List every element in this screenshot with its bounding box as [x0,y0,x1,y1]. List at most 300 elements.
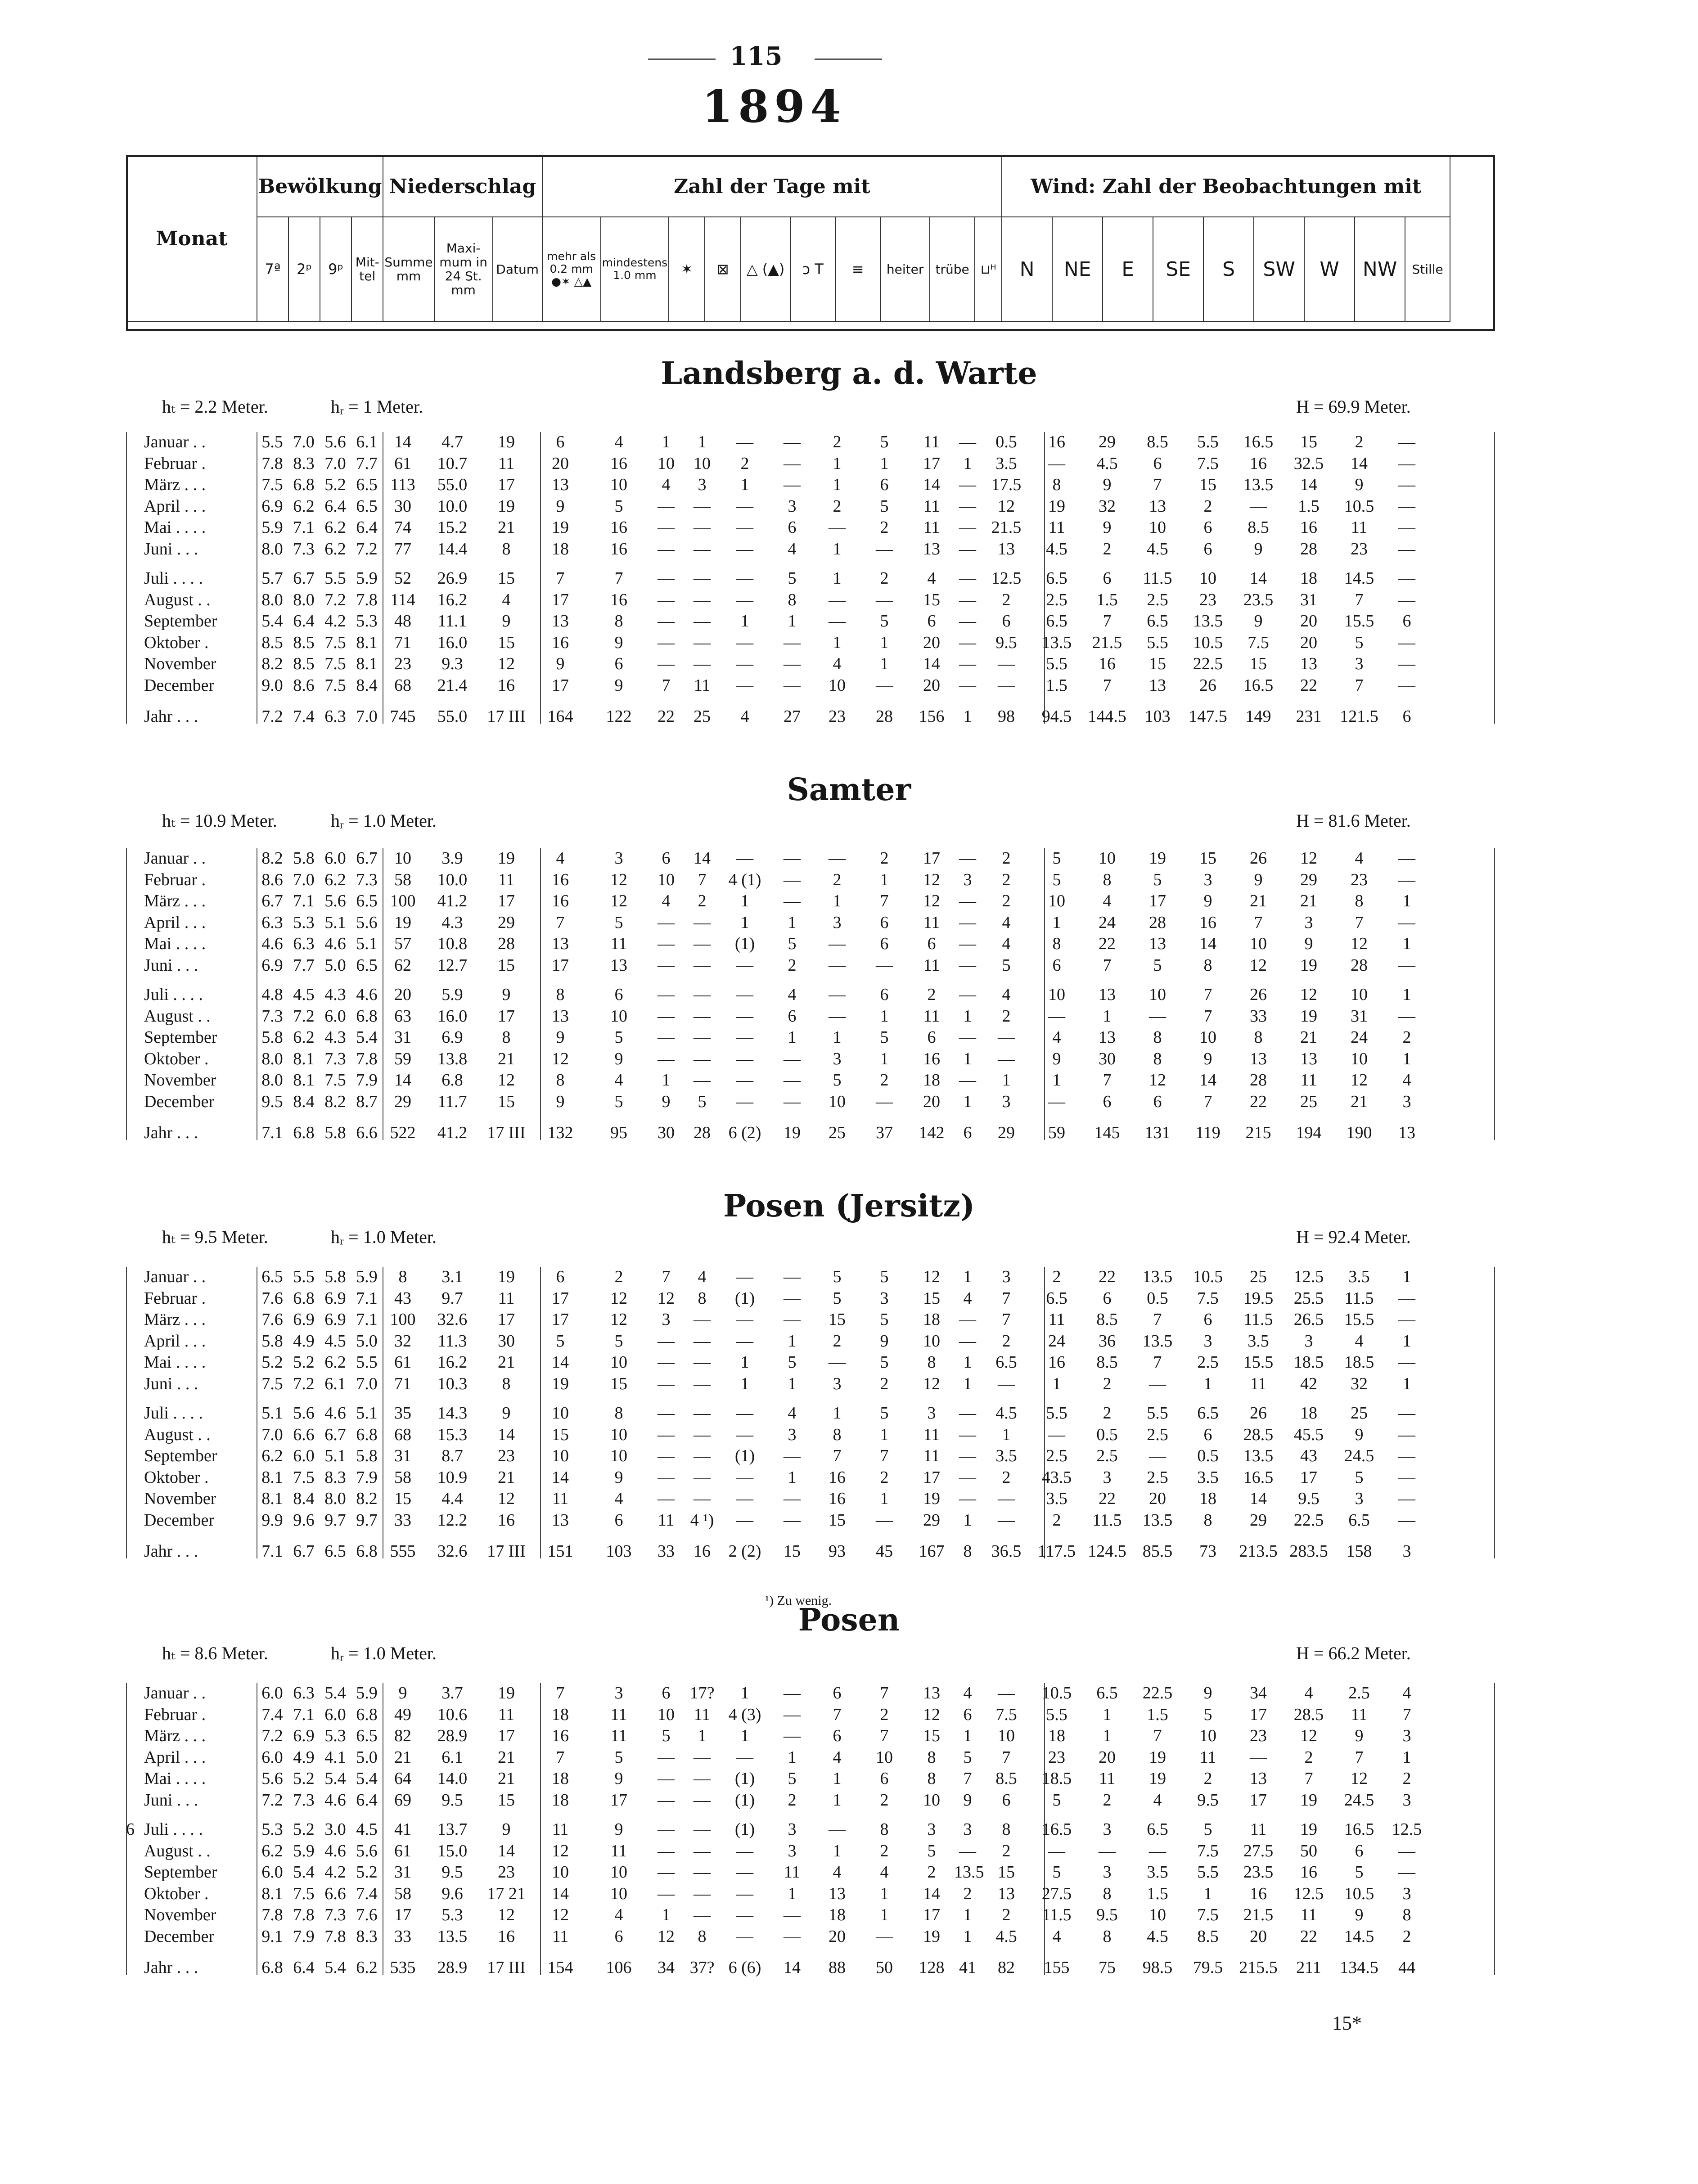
table-cell: 131 [1144,1123,1171,1142]
table-cell: 114 [390,590,415,609]
table-row [126,1049,1494,1071]
table-cell: 24 [1351,1028,1368,1047]
table-cell: 15.3 [437,1425,468,1444]
table-row [126,1862,1494,1884]
table-cell: 12.5 [1293,1267,1324,1286]
table-cell: 98.5 [1142,1958,1173,1977]
table-cell: 3 [788,1425,797,1444]
table-cell: — [959,590,976,609]
table-cell: — [658,1489,675,1508]
table-cell: 100 [390,1310,416,1329]
table-cell: — [658,1769,675,1788]
table-cell: 25 [1351,1404,1368,1423]
table-cell: 13.5 [1243,475,1274,494]
table-cell: 27 [784,707,801,726]
table-cell: — [694,1769,711,1788]
table-cell: 6.9 [441,1028,463,1047]
table-cell: 31 [394,1028,411,1047]
table-cell: 20 [394,985,411,1004]
table-cell: 6 [927,1028,936,1047]
table-cell: 7 [1203,1006,1212,1026]
table-cell: 5.1 [356,1404,378,1423]
table-cell: 5.9 [356,1684,378,1702]
table-cell: 5 [614,913,623,932]
table-cell: — [998,1510,1015,1530]
table-cell: 1 [740,612,749,630]
table-cell: 16.2 [437,590,468,609]
table-cell: 28 [876,707,893,726]
table-cell: 2 [614,1267,623,1286]
table-cell: 8.2 [356,1489,378,1508]
table-cell: 8.3 [293,454,315,473]
month-label: April . . . [144,496,206,516]
table-cell: 5.2 [293,1769,315,1788]
table-cell: 6 [614,985,623,1004]
table-cell: 1 [1052,1374,1061,1393]
table-cell: 1 [963,707,972,726]
table-cell: 6.3 [293,1684,315,1702]
table-cell: 15 [998,1863,1015,1882]
table-cell: 7.4 [261,1705,283,1724]
table-cell: 2 [1355,432,1364,451]
table-cell: 1 [833,633,842,652]
table-cell: 29 [394,1092,411,1111]
table-cell: 18 [552,539,569,558]
table-cell: 16 [1199,913,1216,932]
table-cell: 34 [658,1958,675,1977]
table-cell: 5.8 [293,849,315,868]
table-cell: 4 [662,892,671,910]
table-cell: 22 [1300,675,1317,695]
table-cell: 1 [1402,1267,1411,1286]
table-cell: 24 [1048,1331,1065,1351]
table-cell: 1 [1103,1705,1112,1724]
table-cell: — [1398,675,1415,695]
table-cell: 1 [880,633,889,652]
station-data-table [126,432,1494,728]
footnote: ¹) Zu wenig. [765,1593,832,1608]
table-cell: 3 [833,1049,842,1068]
table-cell: — [1048,454,1065,473]
table-cell: — [736,1028,753,1047]
table-cell: 1 [740,913,749,932]
table-cell: 12 [1300,985,1317,1004]
table-cell: — [876,1927,893,1946]
table-cell: 6 [963,1705,972,1724]
table-cell: 25 [829,1123,846,1142]
table-cell: 7 [1002,1747,1011,1767]
table-cell: 8 [1103,1884,1112,1903]
table-cell: 85.5 [1142,1542,1173,1561]
table-cell: — [1398,913,1415,932]
table-cell: 6 [1203,539,1212,558]
table-cell: — [829,1353,846,1372]
table-cell: 2 [833,496,842,516]
table-cell: 10.6 [437,1705,468,1724]
station-title: Samter [787,772,911,808]
table-row [126,1905,1494,1927]
col-N: N [1002,217,1052,321]
table-cell: — [694,1820,711,1839]
table-cell: 32 [1351,1374,1368,1393]
table-cell: — [694,1863,711,1882]
table-cell: 5 [880,1310,889,1329]
table-cell: 6 [833,1684,842,1702]
table-cell: 15 [1250,654,1267,673]
station-height: H = 81.6 Meter. [1296,811,1411,831]
table-cell: 3 [1203,1331,1212,1351]
table-cell: 10 [610,1006,627,1026]
table-cell: 8.3 [324,1468,346,1487]
table-cell: 12 [923,1374,940,1393]
table-cell: — [658,496,675,516]
table-cell: 4.5 [1147,539,1168,558]
table-cell: 9 [556,1028,565,1047]
table-cell: 71 [394,633,411,652]
table-cell: 4.5 [293,985,315,1004]
table-cell: 6.7 [261,892,283,910]
table-cell: — [694,1374,711,1393]
table-cell: 15 [1149,654,1166,673]
table-cell: 57 [394,934,411,953]
table-cell: 9 [1355,475,1364,494]
table-cell: — [959,934,976,953]
table-cell: 6.9 [293,1726,315,1745]
col-maximum-unit: mm [451,283,476,297]
table-cell: 2 [740,454,749,473]
table-cell: 2 [880,1790,889,1810]
table-cell: — [658,1353,675,1372]
table-cell: 3 [1103,1468,1112,1487]
table-row [126,1446,1494,1468]
table-cell: 10 [658,454,675,473]
table-cell: — [736,1510,753,1530]
table-cell: 21 [1300,892,1317,910]
table-cell: 7.5 [995,1705,1017,1724]
table-cell: 5.1 [356,934,378,953]
table-row [126,848,1494,870]
table-cell: 6.5 [356,955,378,975]
table-cell: — [694,539,711,558]
table-cell: 2 [788,955,797,975]
table-cell: 5.5 [1147,633,1168,652]
table-cell: 16.0 [437,633,468,652]
table-cell: 16 [498,1927,515,1946]
table-cell: 4.5 [995,1404,1017,1423]
table-cell: 6.8 [293,1288,315,1308]
table-cell: 26 [1250,985,1267,1004]
table-cell: — [658,1446,675,1465]
table-cell: 8.6 [261,870,283,889]
table-cell: — [736,1267,753,1286]
table-cell: 43 [394,1288,411,1308]
table-cell: 12 [1300,849,1317,868]
table-row [126,955,1494,977]
month-label: September [144,1446,217,1465]
table-cell: 11 [610,1705,627,1724]
table-cell: 3.5 [995,1446,1017,1465]
table-cell: 3.7 [441,1684,463,1702]
table-cell: 4 [788,1404,797,1423]
table-cell: — [784,675,801,695]
table-cell: 15 [498,569,515,588]
table-cell: — [658,569,675,588]
table-cell: — [658,934,675,953]
table-cell: — [876,590,893,609]
table-cell: 5.5 [1046,1404,1067,1423]
table-cell: 19 [498,1684,515,1702]
table-cell: 18 [552,1790,569,1810]
table-cell: 5.4 [324,1684,346,1702]
table-cell: 8.5 [261,633,283,652]
table-cell: 5.6 [356,913,378,932]
table-row [126,496,1494,518]
table-row [126,1819,1494,1841]
table-cell: 7.5 [1197,454,1219,473]
table-cell: 4.9 [293,1331,315,1351]
table-cell: 5.3 [293,913,315,932]
table-cell: 11 [784,1863,801,1882]
table-cell: 8 [927,1769,936,1788]
table-cell: 31 [1300,590,1317,609]
table-cell: — [736,1425,753,1444]
table-cell: 6.8 [441,1071,463,1090]
table-cell: — [694,1905,711,1924]
table-cell: 2 [1103,539,1112,558]
table-cell: 9 [1203,1684,1212,1702]
table-cell: — [1048,1006,1065,1026]
table-cell: — [784,1905,801,1924]
table-cell: — [784,1927,801,1946]
table-cell: 18.5 [1041,1769,1072,1788]
table-cell: — [658,955,675,975]
table-cell: 28 [694,1123,711,1142]
table-cell: 8.4 [293,1489,315,1508]
table-cell: 16 [829,1489,846,1508]
table-cell: 7.6 [261,1310,283,1329]
table-cell: 20 [923,633,940,652]
table-cell: 16 [1250,454,1267,473]
table-cell: 6 [963,1123,972,1142]
table-cell: 7.8 [261,1905,283,1924]
table-cell: 1 [662,1905,671,1924]
table-cell: 10.5 [1041,1684,1072,1702]
table-cell: 12.5 [991,569,1022,588]
table-cell: (1) [734,1769,755,1788]
table-cell: 21 [498,1049,515,1068]
table-cell: 7 [662,1267,671,1286]
table-cell: 3 [927,1404,936,1423]
month-label: Juni . . . [144,955,198,975]
table-cell: 5 [1355,1863,1364,1882]
column-header-table [126,155,1450,322]
table-cell: 7 [880,1726,889,1745]
table-cell: 4 [963,1684,972,1702]
station-height: H = 66.2 Meter. [1296,1643,1411,1663]
table-cell: 13 [923,539,940,558]
col-summe-label: Summe [384,255,433,270]
table-cell: 8 [698,1927,707,1946]
col-7a: 7ª [257,217,288,321]
table-cell: 1.5 [1147,1705,1168,1724]
table-cell: — [694,1331,711,1351]
table-cell: — [658,590,675,609]
table-cell: 17 [498,1310,515,1329]
table-cell: — [1398,539,1415,558]
table-cell: 8.1 [261,1489,283,1508]
table-cell: 11 [694,1705,711,1724]
table-cell: 28 [1300,539,1317,558]
table-cell: 1 [833,569,842,588]
table-cell: 10.9 [437,1468,468,1487]
table-cell: 5 [698,1092,707,1111]
table-cell: 20 [923,1092,940,1111]
table-cell: 5.1 [324,913,346,932]
table-cell: 16 [694,1542,711,1561]
col-summe-unit: mm [396,269,421,284]
table-cell: 7.1 [293,1705,315,1724]
table-cell: 6.5 [995,1353,1017,1372]
table-cell: 5.8 [261,1028,283,1047]
table-cell: 10.3 [437,1374,468,1393]
table-cell: 103 [1144,707,1171,726]
table-cell: 9 [614,675,623,695]
table-cell: — [694,1310,711,1329]
col-maximum [434,217,493,321]
table-cell: 17 [552,675,569,695]
table-cell: 13.5 [1142,1331,1173,1351]
table-cell: 6 [1203,1310,1212,1329]
table-row [126,1510,1494,1532]
table-cell: 9 [556,496,565,516]
table-cell: 3 [833,1374,842,1393]
table-cell: 8.5 [995,1769,1017,1788]
table-cell: 6 [927,934,936,953]
table-cell: 1 [833,1404,842,1423]
table-cell: 113 [390,475,415,494]
bewoelkung-header: Bewölkung [257,156,383,217]
table-cell: 8.5 [1197,1927,1219,1946]
table-cell: 17 [1149,892,1166,910]
table-cell: 6.2 [324,870,346,889]
table-cell: 19 [552,518,569,537]
table-cell: 7.4 [356,1884,378,1903]
table-cell: 2 [927,1863,936,1882]
month-label: Februar . [144,1705,206,1724]
table-cell: 11 [923,1425,940,1444]
table-cell: — [736,1747,753,1767]
table-cell: 33 [394,1510,411,1530]
table-cell: 2 [1103,1374,1112,1393]
table-cell: 1 [1402,934,1411,953]
col-truebe: trübe [930,217,975,321]
table-cell: 10 [552,1404,569,1423]
table-cell: 1 [1052,913,1061,932]
table-cell: 11 [498,454,515,473]
table-cell: 5 [880,432,889,451]
table-cell: 11.5 [1092,1510,1122,1530]
table-cell: 16 [552,870,569,889]
table-cell: 5 [788,569,797,588]
table-cell: 31 [1351,1006,1368,1026]
table-cell: 8.4 [356,675,378,695]
table-cell: 29 [498,913,515,932]
table-cell: 69 [394,1790,411,1810]
table-cell: — [998,654,1015,673]
table-cell: 7 [880,892,889,910]
table-cell: 17 III [487,707,526,726]
table-cell: (1) [734,934,755,953]
table-cell: 14 [552,1884,569,1903]
table-cell: 9 [1254,870,1263,889]
table-cell: 0.5 [1197,1446,1219,1465]
table-cell: 11 [1048,518,1065,537]
table-cell: 6 [880,985,889,1004]
table-cell: 5.4 [293,1863,315,1882]
table-cell: 4 (3) [728,1705,761,1724]
table-cell: 9 [556,654,565,673]
table-cell: 9.7 [356,1510,378,1530]
table-cell: 4 [502,590,511,609]
table-cell: 32 [394,1331,411,1351]
table-cell: 27.5 [1243,1841,1274,1860]
table-cell: 2 [1103,1790,1112,1810]
table-cell: 1 [1103,1726,1112,1745]
table-cell: 5 [880,496,889,516]
column-rule [1494,848,1495,1140]
table-cell: 7 [880,1684,889,1702]
table-cell: 6 [927,612,936,630]
table-cell: 17 [552,955,569,975]
table-cell: — [736,1863,753,1882]
table-cell: 5.6 [293,1404,315,1423]
table-cell: 11 [1351,1705,1368,1724]
table-cell: 16 [610,454,627,473]
table-cell: 8 [398,1267,407,1286]
table-cell: — [998,1489,1015,1508]
table-cell: 5.4 [356,1028,378,1047]
table-cell: — [736,1468,753,1487]
table-cell: 5.8 [261,1331,283,1351]
table-cell: 10 [610,475,627,494]
table-cell: 1 [788,913,797,932]
table-cell: 6 [1203,518,1212,537]
table-cell: 22.5 [1142,1684,1173,1702]
table-cell: 11 [1099,1769,1116,1788]
table-cell: 6 [1402,707,1411,726]
table-cell: — [998,1374,1015,1393]
table-cell: 4.6 [324,1841,346,1860]
table-cell: 14 [923,654,940,673]
table-cell: 16.5 [1243,432,1274,451]
table-cell: (1) [734,1288,755,1308]
table-cell: 4.2 [324,1863,346,1882]
table-cell: 17? [689,1684,715,1702]
table-cell: 15 [1300,432,1317,451]
table-cell: — [784,1705,801,1724]
table-cell: 13 [1099,985,1116,1004]
table-cell: 8.0 [261,539,283,558]
table-cell: 7.8 [261,454,283,473]
table-cell: 5.2 [293,1820,315,1839]
table-cell: 8 [788,590,797,609]
table-cell: 15.0 [437,1841,468,1860]
table-cell: — [1048,1425,1065,1444]
table-cell: 4 [833,1747,842,1767]
table-cell: 15 [498,1790,515,1810]
table-cell: 6 [556,432,565,451]
table-cell: 6.5 [1046,569,1067,588]
